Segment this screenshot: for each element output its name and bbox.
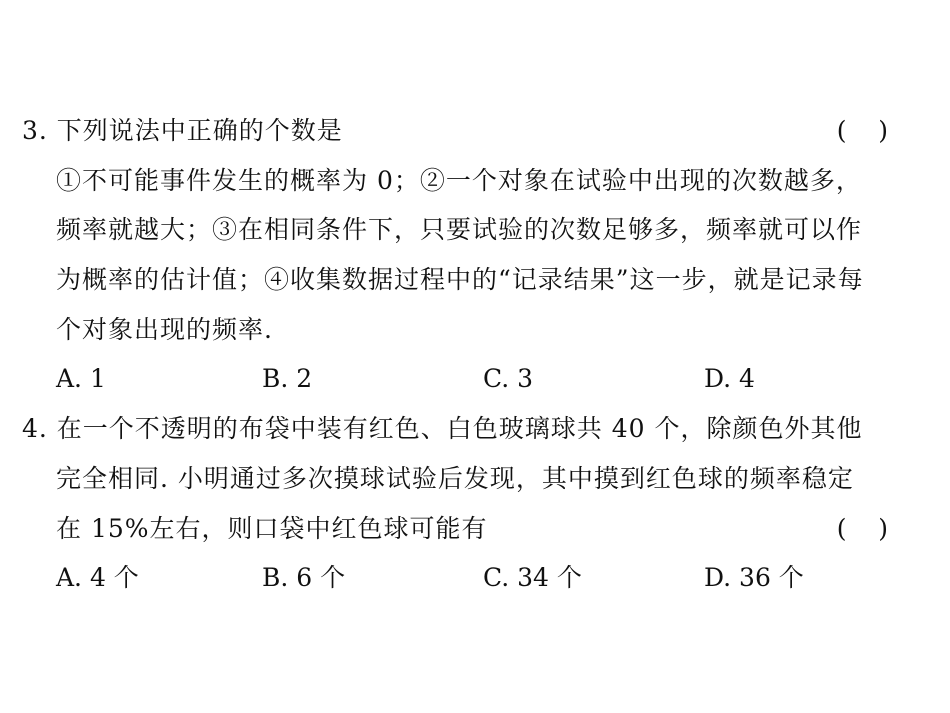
question-3-line-2: 频率就越大；③在相同条件下，只要试验的次数足够多，频率就可以作 [56, 215, 863, 244]
question-3-line-1: ①不可能事件发生的概率为 0；②一个对象在试验中出现的次数越多， [56, 166, 862, 195]
question-4-line-1: 4. 在一个不透明的布袋中装有红色、白色玻璃球共 40 个，除颜色外其他 [22, 414, 863, 443]
question-3-option-b: B. 2 [262, 364, 313, 393]
question-3-option-d: D. 4 [704, 364, 755, 393]
question-4-option-d: D. 36 个 [704, 563, 804, 592]
question-3-answer-bracket: ( ) [836, 116, 888, 145]
question-4-option-c: C. 34 个 [483, 563, 582, 592]
question-4-answer-bracket: ( ) [836, 514, 888, 543]
question-4-option-b: B. 6 个 [262, 563, 346, 592]
question-3-option-a: A. 1 [56, 364, 106, 393]
question-4-line-3: 在 15%左右，则口袋中红色球可能有 [56, 514, 488, 543]
question-4-line-2: 完全相同. 小明通过多次摸球试验后发现，其中摸到红色球的频率稳定 [56, 464, 854, 493]
question-4-option-a: A. 4 个 [56, 563, 139, 592]
question-3-stem: 3. 下列说法中正确的个数是 [22, 116, 343, 145]
question-3-line-4: 个对象出现的频率. [56, 315, 273, 344]
question-3-option-c: C. 3 [483, 364, 534, 393]
question-3-line-3: 为概率的估计值；④收集数据过程中的“记录结果”这一步，就是记录每 [56, 265, 864, 294]
